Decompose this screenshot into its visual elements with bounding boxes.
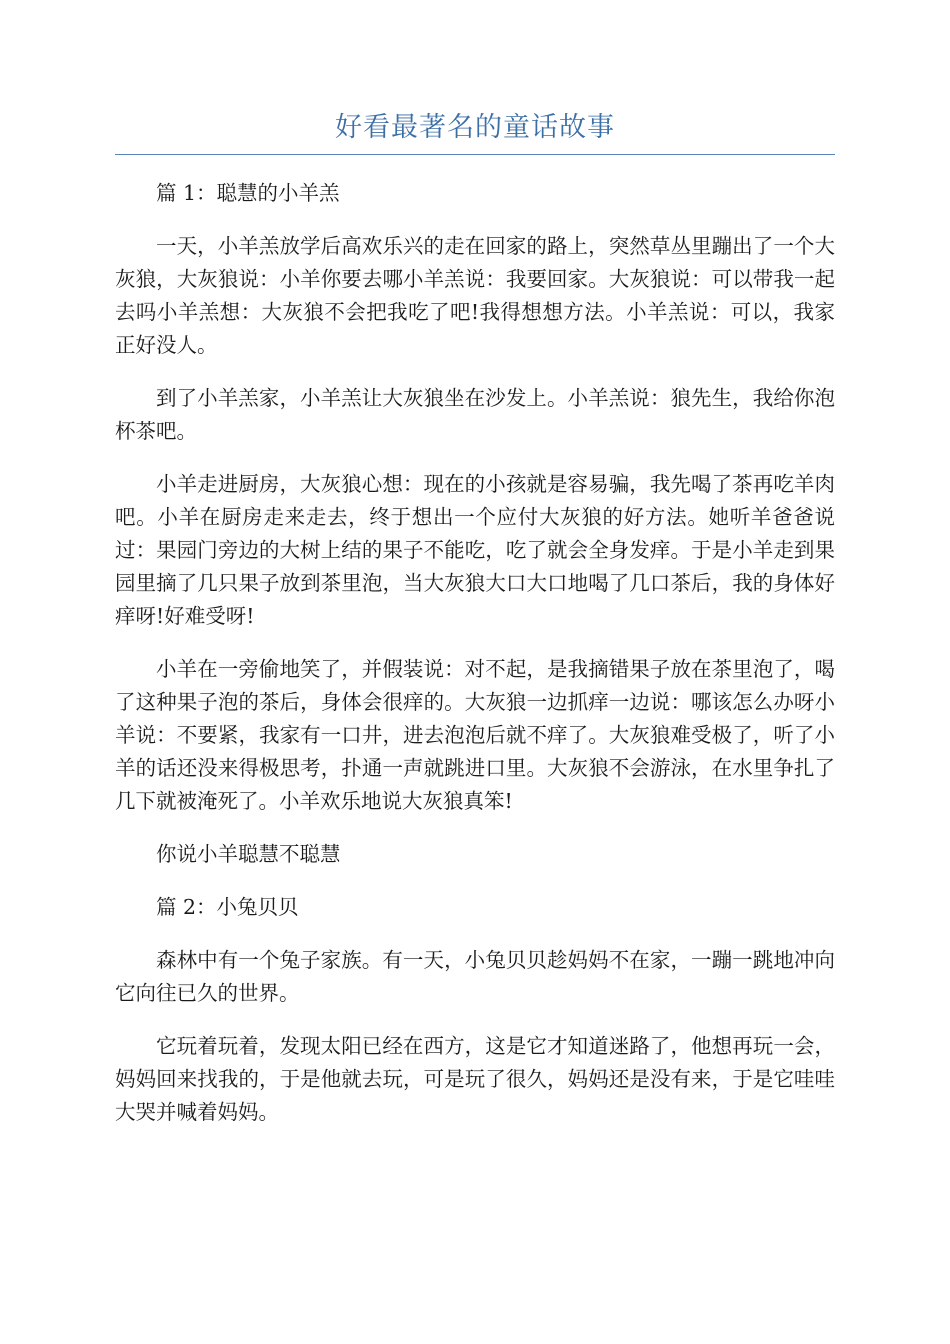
paragraph: 小羊在一旁偷地笑了，并假装说：对不起，是我摘错果子放在茶里泡了，喝了这种果子泡的茶后，身体会很痒的。大灰狼一边抓痒一边说：哪该怎么办呀小羊说：不要紧，我家有一口井，进去泡泡后就不痒了。大灰狼难受极了，听了小羊的话还没来得极思考，扑通一声就跳进口里。大灰狼不会游泳，在水里争扎了几下就被淹死了。小羊欢乐地说大灰狼真笨!: [115, 657, 835, 813]
paragraph: 你说小羊聪慧不聪慧: [156, 842, 341, 866]
page-title: 好看最著名的童话故事: [335, 112, 615, 143]
paragraph: 小羊走进厨房，大灰狼心想：现在的小孩就是容易骗，我先喝了茶再吃羊肉吧。小羊在厨房走来走去，终于想出一个应付大灰狼的好方法。她听羊爸爸说过：果园门旁边的大树上结的果子不能吃，吃了就会全身发痒。于是小羊走到果园里摘了几只果子放到茶里泡，当大灰狼大口大口地喝了几口茶后，我的身体好痒呀!好难受呀!: [115, 472, 835, 628]
section-heading: 篇 1：聪慧的小羊羔: [156, 181, 340, 205]
section-heading: 篇 2：小兔贝贝: [156, 895, 299, 919]
paragraph: 一天，小羊羔放学后高欢乐兴的走在回家的路上，突然草丛里蹦出了一个大灰狼，大灰狼说：小羊你要去哪小羊羔说：我要回家。大灰狼说：可以带我一起去吗小羊羔想：大灰狼不会把我吃了吧!我得想想方法。小羊羔说：可以，我家正好没人。: [115, 234, 835, 357]
paragraph: 到了小羊羔家，小羊羔让大灰狼坐在沙发上。小羊羔说：狼先生，我给你泡杯茶吧。: [115, 386, 835, 443]
document-body: [115, 177, 835, 1129]
document-page: [115, 108, 835, 1149]
paragraph: 它玩着玩着，发现太阳已经在西方，这是它才知道迷路了，他想再玩一会，妈妈回来找我的，于是他就去玩，可是玩了很久，妈妈还是没有来，于是它哇哇大哭并喊着妈妈。: [115, 1034, 835, 1124]
title-divider: [115, 154, 835, 155]
paragraph: 森林中有一个兔子家族。有一天，小兔贝贝趁妈妈不在家，一蹦一跳地冲向它向往已久的世界。: [115, 948, 835, 1005]
